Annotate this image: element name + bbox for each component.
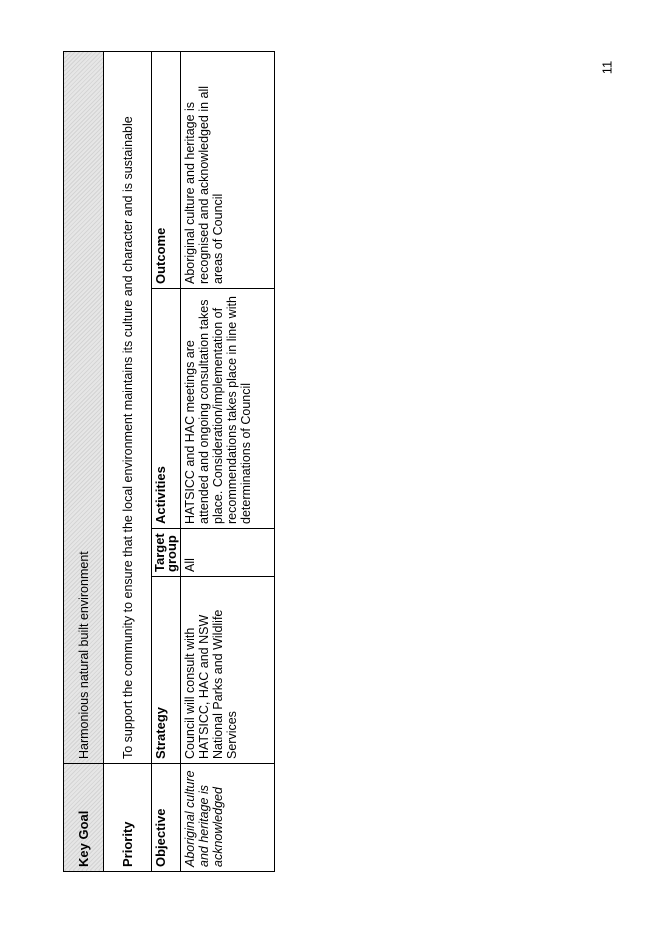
priority-row	[104, 52, 152, 872]
header-activities: Activities	[152, 289, 181, 529]
header-strategy: Strategy	[152, 577, 181, 764]
key-goal-value: Harmonious natural built environment	[64, 52, 104, 764]
cell-activities: HATSICC and HAC meetings are attended and ongoing consultation takes place. Consideration/implementation of recommendations takes place in line with determinations of Council	[181, 289, 275, 529]
page-number: 11	[599, 60, 615, 75]
key-goal-row	[64, 52, 104, 872]
cell-strategy: Council will consult with HATSICC, HAC and NSW National Parks and Wildlife Services	[181, 577, 275, 764]
data-row	[181, 52, 275, 872]
priority-label: Priority	[104, 764, 152, 872]
plan-table	[63, 51, 275, 872]
header-objective: Objective	[152, 764, 181, 872]
priority-value: To support the community to ensure that the local environment maintains its culture and character and is sustainable	[104, 52, 152, 764]
cell-outcome: Aboriginal culture and heritage is recognised and acknowledged in all areas of Council	[181, 52, 275, 289]
cell-target-group: All	[181, 529, 275, 577]
header-outcome: Outcome	[152, 52, 181, 289]
rotated-table-wrapper	[63, 52, 275, 872]
header-target-group: Target group	[152, 529, 181, 577]
cell-objective: Aboriginal culture and heritage is acknowledged	[181, 764, 275, 872]
header-row	[152, 52, 181, 872]
key-goal-label: Key Goal	[64, 764, 104, 872]
